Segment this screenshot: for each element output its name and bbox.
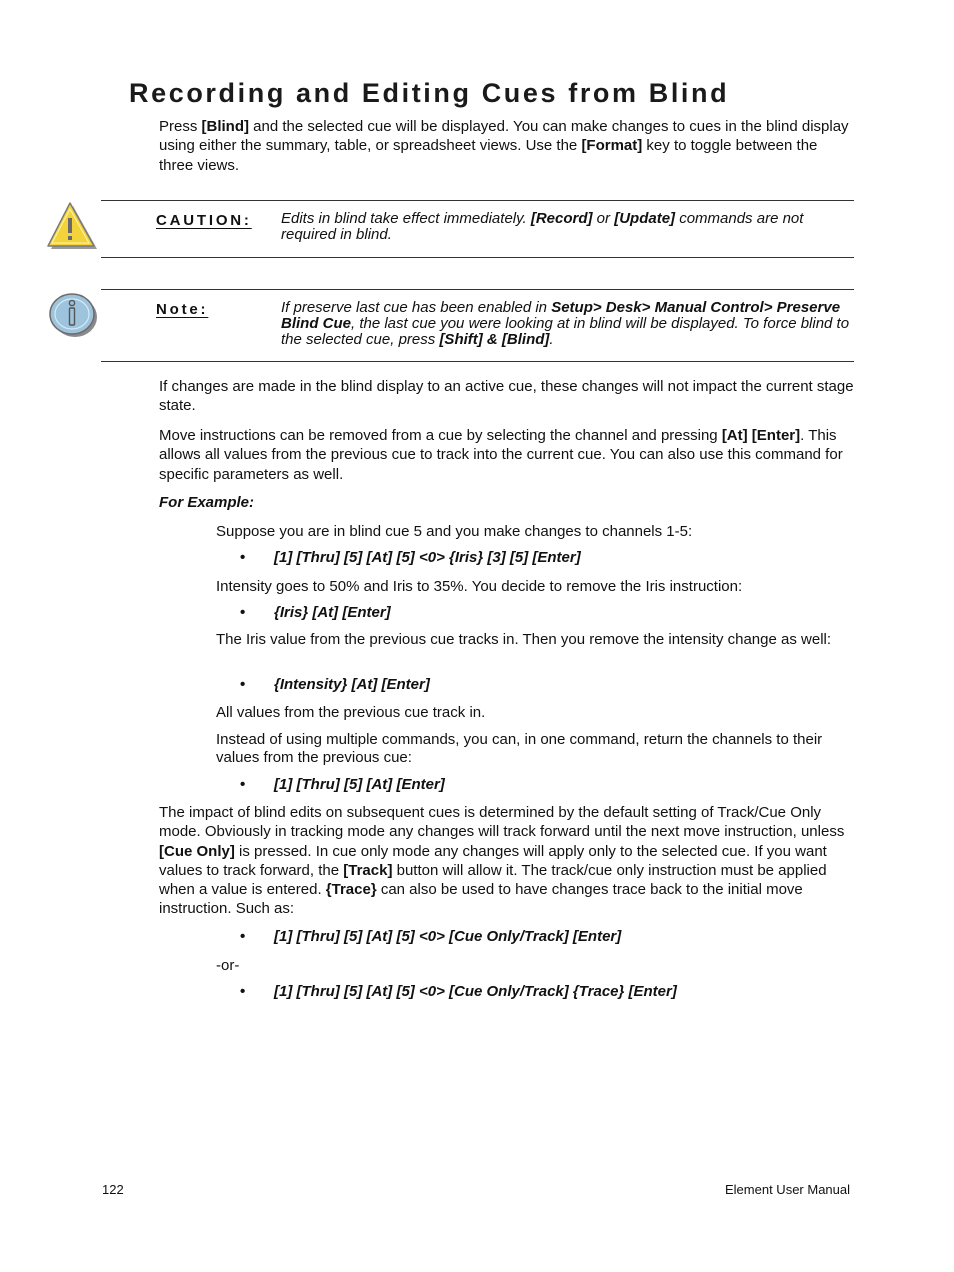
key-cue-only: [Cue Only] xyxy=(159,842,235,860)
command-bullet-1 xyxy=(240,549,581,566)
command-text: [1] [Thru] [5] [At] [5] <0> [Cue Only/Track] {Trace} [Enter] xyxy=(274,983,677,1000)
command-text: {Intensity} [At] [Enter] xyxy=(274,676,430,693)
key-track: [Track] xyxy=(343,861,393,879)
text: Move instructions can be removed from a cue by selecting the channel and pressing xyxy=(159,427,722,444)
text: and the selected cue will be displayed. You can make changes to cues in the blind display using either the summary, table, or spreadsheet views. Use the xyxy=(159,118,849,155)
bullet-glyph: • xyxy=(240,549,246,566)
command-text: {Iris} [At] [Enter] xyxy=(274,604,391,621)
bullet-glyph: • xyxy=(240,604,246,621)
page-title: Recording and Editing Cues from Blind xyxy=(129,78,730,108)
text: can also be used to have changes trace back to the initial move instruction. Such as: xyxy=(159,881,803,918)
key-record: [Record] xyxy=(530,210,593,227)
key-update: [Update] xyxy=(614,210,676,227)
intro-paragraph xyxy=(159,117,854,175)
bullet-glyph: • xyxy=(240,928,246,945)
note-info-icon xyxy=(47,291,99,339)
command-bullet-5 xyxy=(240,928,621,945)
note-text xyxy=(281,300,853,348)
command-bullet-2 xyxy=(240,604,391,621)
text: or xyxy=(592,210,615,227)
command-text: [1] [Thru] [5] [At] [Enter] xyxy=(274,776,445,793)
key-shift-blind: [Shift] & [Blind] xyxy=(439,331,550,348)
command-bullet-6 xyxy=(240,983,677,1000)
caution-text xyxy=(281,211,853,243)
command-bullet-3 xyxy=(240,676,430,693)
note-bottom-rule xyxy=(101,361,854,362)
command-text: [1] [Thru] [5] [At] [5] <0> [Cue Only/Track] [Enter] xyxy=(274,928,622,945)
example-paragraph-3: The Iris value from the previous cue tracks in. Then you remove the intensity change as well: xyxy=(216,631,832,648)
text: Edits in blind take effect immediately. xyxy=(281,210,531,227)
page-number: 122 xyxy=(102,1182,124,1197)
example-paragraph-5: Instead of using multiple commands, you can, in one command, return the channels to their values from the previous cue: xyxy=(216,731,823,766)
command-text: [1] [Thru] [5] [At] [5] <0> {Iris} [3] [5] [Enter] xyxy=(274,549,581,566)
text: . xyxy=(549,331,554,348)
text: key to toggle between the three views. xyxy=(159,137,818,174)
key-format: [Format] xyxy=(581,137,643,155)
key-trace: {Trace} xyxy=(325,881,377,899)
caution-top-rule xyxy=(101,200,854,201)
text: If preserve last cue has been enabled in xyxy=(281,299,552,316)
text: is pressed. In cue only mode any changes will apply only to the selected cue. If you want values to track forward, the xyxy=(159,842,827,879)
for-example-heading: For Example: xyxy=(159,494,255,511)
text: Press xyxy=(159,118,202,135)
impact-paragraph xyxy=(159,803,854,919)
bullet-glyph: • xyxy=(240,676,246,693)
example-paragraph-2: Intensity goes to 50% and Iris to 35%. You decide to remove the Iris instruction: xyxy=(216,578,743,595)
note-top-rule xyxy=(101,289,854,290)
text: button will allow it. The track/cue only instruction must be applied when a value is entered. xyxy=(159,861,827,899)
caution-label: CAUTION: xyxy=(156,212,252,229)
bullet-glyph: • xyxy=(240,776,246,793)
move-instructions-paragraph xyxy=(159,426,854,484)
command-bullet-4 xyxy=(240,776,445,793)
manual-title: Element User Manual xyxy=(725,1182,850,1197)
caution-warning-icon xyxy=(46,201,98,251)
or-separator: -or- xyxy=(216,957,240,974)
note-label: Note: xyxy=(156,301,209,318)
example-paragraph-1: Suppose you are in blind cue 5 and you make changes to channels 1-5: xyxy=(216,523,693,540)
active-cue-paragraph: If changes are made in the blind display to an active cue, these changes will not impact the current stage state. xyxy=(159,378,854,415)
key-blind: [Blind] xyxy=(201,118,249,135)
text: The impact of blind edits on subsequent cues is determined by the default setting of Track/Cue Only mode. Obviously in tracking mode any changes will track forward until the next move instruction, unless xyxy=(159,804,845,841)
text: , the last cue you were looking at in blind will be displayed. To force blind to the selected cue, press xyxy=(281,315,850,348)
menu-path: Setup> Desk> Manual Control> Preserve Blind Cue xyxy=(281,299,841,332)
bullet-glyph: • xyxy=(240,983,246,1000)
text: commands are not required in blind. xyxy=(281,210,804,243)
text: . This allows all values from the previous cue to track into the current cue. You can also use this command for specific parameters as well. xyxy=(159,427,843,483)
caution-bottom-rule xyxy=(101,257,854,258)
example-paragraph-4: All values from the previous cue track in. xyxy=(216,704,486,721)
key-at-enter: [At] [Enter] xyxy=(721,427,801,444)
